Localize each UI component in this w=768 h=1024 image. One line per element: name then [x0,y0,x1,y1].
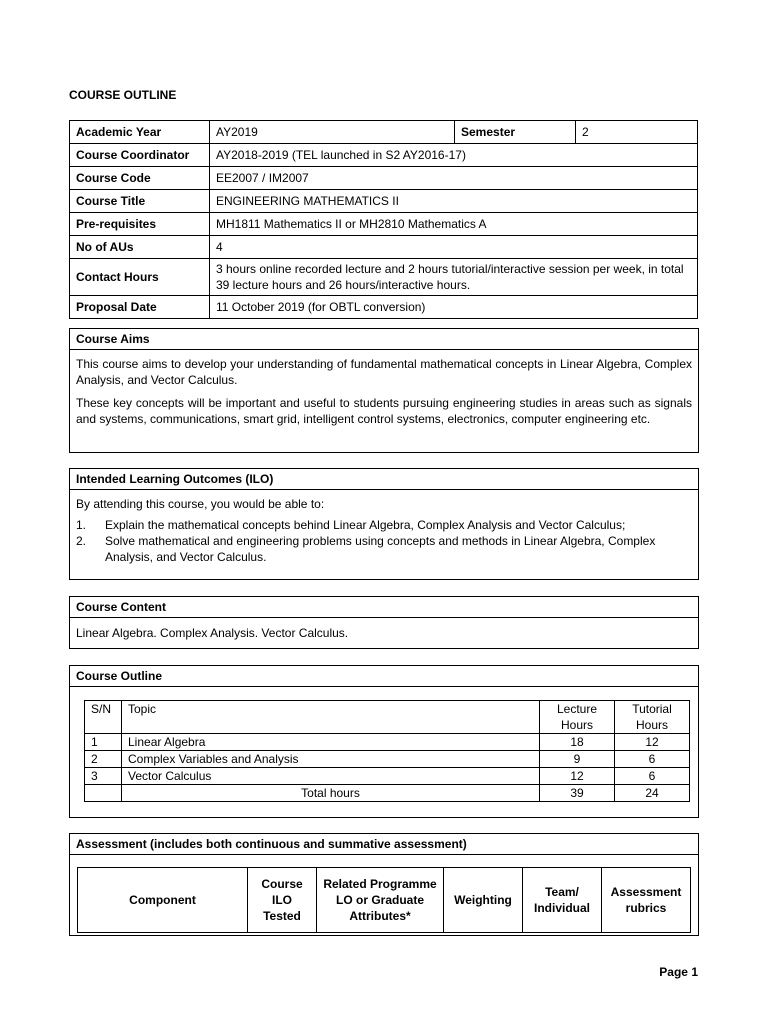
row-sn: 1 [85,734,122,751]
page-number: Page 1 [659,965,698,979]
ilo-number: 1. [76,518,87,532]
table-row [70,190,698,213]
prerequisites-label: Pre-requisites [70,213,210,236]
table-row [70,259,698,296]
aus-value: 4 [210,236,698,259]
header-topic: Topic [122,701,540,734]
course-aims-title: Course Aims [70,329,698,350]
ilo-intro: By attending this course, you would be able to: [76,497,325,511]
course-title-label: Course Title [70,190,210,213]
course-info-table [69,120,698,319]
row-lecture-hours: 18 [540,734,615,751]
semester-value: 2 [576,121,698,144]
ilo-number: 2. [76,534,87,548]
total-tutorial-hours: 24 [615,785,690,802]
course-outline-title: Course Outline [70,666,698,687]
aus-label: No of AUs [70,236,210,259]
page-heading: COURSE OUTLINE [69,88,177,102]
table-row [70,121,698,144]
row-lecture-hours: 9 [540,751,615,768]
row-tutorial-hours: 6 [615,751,690,768]
row-topic: Vector Calculus [122,768,540,785]
semester-label: Semester [455,121,576,144]
course-aims-paragraph: This course aims to develop your understanding of fundamental mathematical concepts in Linear Algebra, Complex Analysis, and Vector Calculus. [76,357,692,387]
header-sn: S/N [85,701,122,734]
total-empty-cell [85,785,122,802]
table-row [70,144,698,167]
ilo-text: Solve mathematical and engineering problems using concepts and methods in Linear Algebra, Complex Analysis, and Vector Calculus. [105,534,656,564]
table-row [70,296,698,319]
proposal-date-label: Proposal Date [70,296,210,319]
header-related-programme-lo: Related Programme LO or Graduate Attributes* [317,868,444,933]
coordinator-value: AY2018-2019 (TEL launched in S2 AY2016-17) [210,144,698,167]
table-total-row [85,785,690,802]
row-topic: Complex Variables and Analysis [122,751,540,768]
course-content-section [69,596,699,649]
row-topic: Linear Algebra [122,734,540,751]
assessment-table [77,867,691,933]
coordinator-label: Course Coordinator [70,144,210,167]
ilo-title: Intended Learning Outcomes (ILO) [70,469,698,490]
contact-hours-label: Contact Hours [70,259,210,296]
total-label: Total hours [122,785,540,802]
prerequisites-value: MH1811 Mathematics II or MH2810 Mathematics A [210,213,698,236]
row-tutorial-hours: 12 [615,734,690,751]
proposal-date-value: 11 October 2019 (for OBTL conversion) [210,296,698,319]
table-row [85,768,690,785]
header-component: Component [78,868,248,933]
table-row [85,751,690,768]
assessment-title: Assessment (includes both continuous and summative assessment) [70,834,698,855]
contact-hours-value: 3 hours online recorded lecture and 2 hours tutorial/interactive session per week, in total 39 lecture hours and 26 hours/interactive hours. [210,259,698,296]
table-row [70,236,698,259]
header-assessment-rubrics: Assessment rubrics [602,868,691,933]
table-header-row [85,701,690,734]
course-aims-section [69,328,699,453]
course-outline-table [84,700,690,802]
ilo-section [69,468,699,580]
academic-year-label: Academic Year [70,121,210,144]
header-tutorial-hours: Tutorial Hours [615,701,690,734]
course-content-text: Linear Algebra. Complex Analysis. Vector Calculus. [76,626,349,640]
table-header-row [78,868,691,933]
header-weighting: Weighting [444,868,523,933]
header-course-ilo: Course ILO Tested [248,868,317,933]
row-sn: 2 [85,751,122,768]
list-item [76,517,692,533]
header-team-individual: Team/ Individual [523,868,602,933]
total-lecture-hours: 39 [540,785,615,802]
row-lecture-hours: 12 [540,768,615,785]
table-row [70,167,698,190]
row-sn: 3 [85,768,122,785]
course-content-title: Course Content [70,597,698,618]
row-tutorial-hours: 6 [615,768,690,785]
course-title-value: ENGINEERING MATHEMATICS II [210,190,698,213]
table-row [70,213,698,236]
ilo-list [76,517,692,565]
header-lecture-hours: Lecture Hours [540,701,615,734]
course-code-value: EE2007 / IM2007 [210,167,698,190]
academic-year-value: AY2019 [210,121,455,144]
ilo-text: Explain the mathematical concepts behind Linear Algebra, Complex Analysis and Vector Calculus; [105,518,626,532]
course-aims-paragraph: These key concepts will be important and useful to students pursuing engineering studies in areas such as signals and systems, communications, smart grid, intelligent control systems, electronics, computer engineering etc. [76,396,692,426]
course-code-label: Course Code [70,167,210,190]
table-row [85,734,690,751]
list-item [76,533,692,565]
